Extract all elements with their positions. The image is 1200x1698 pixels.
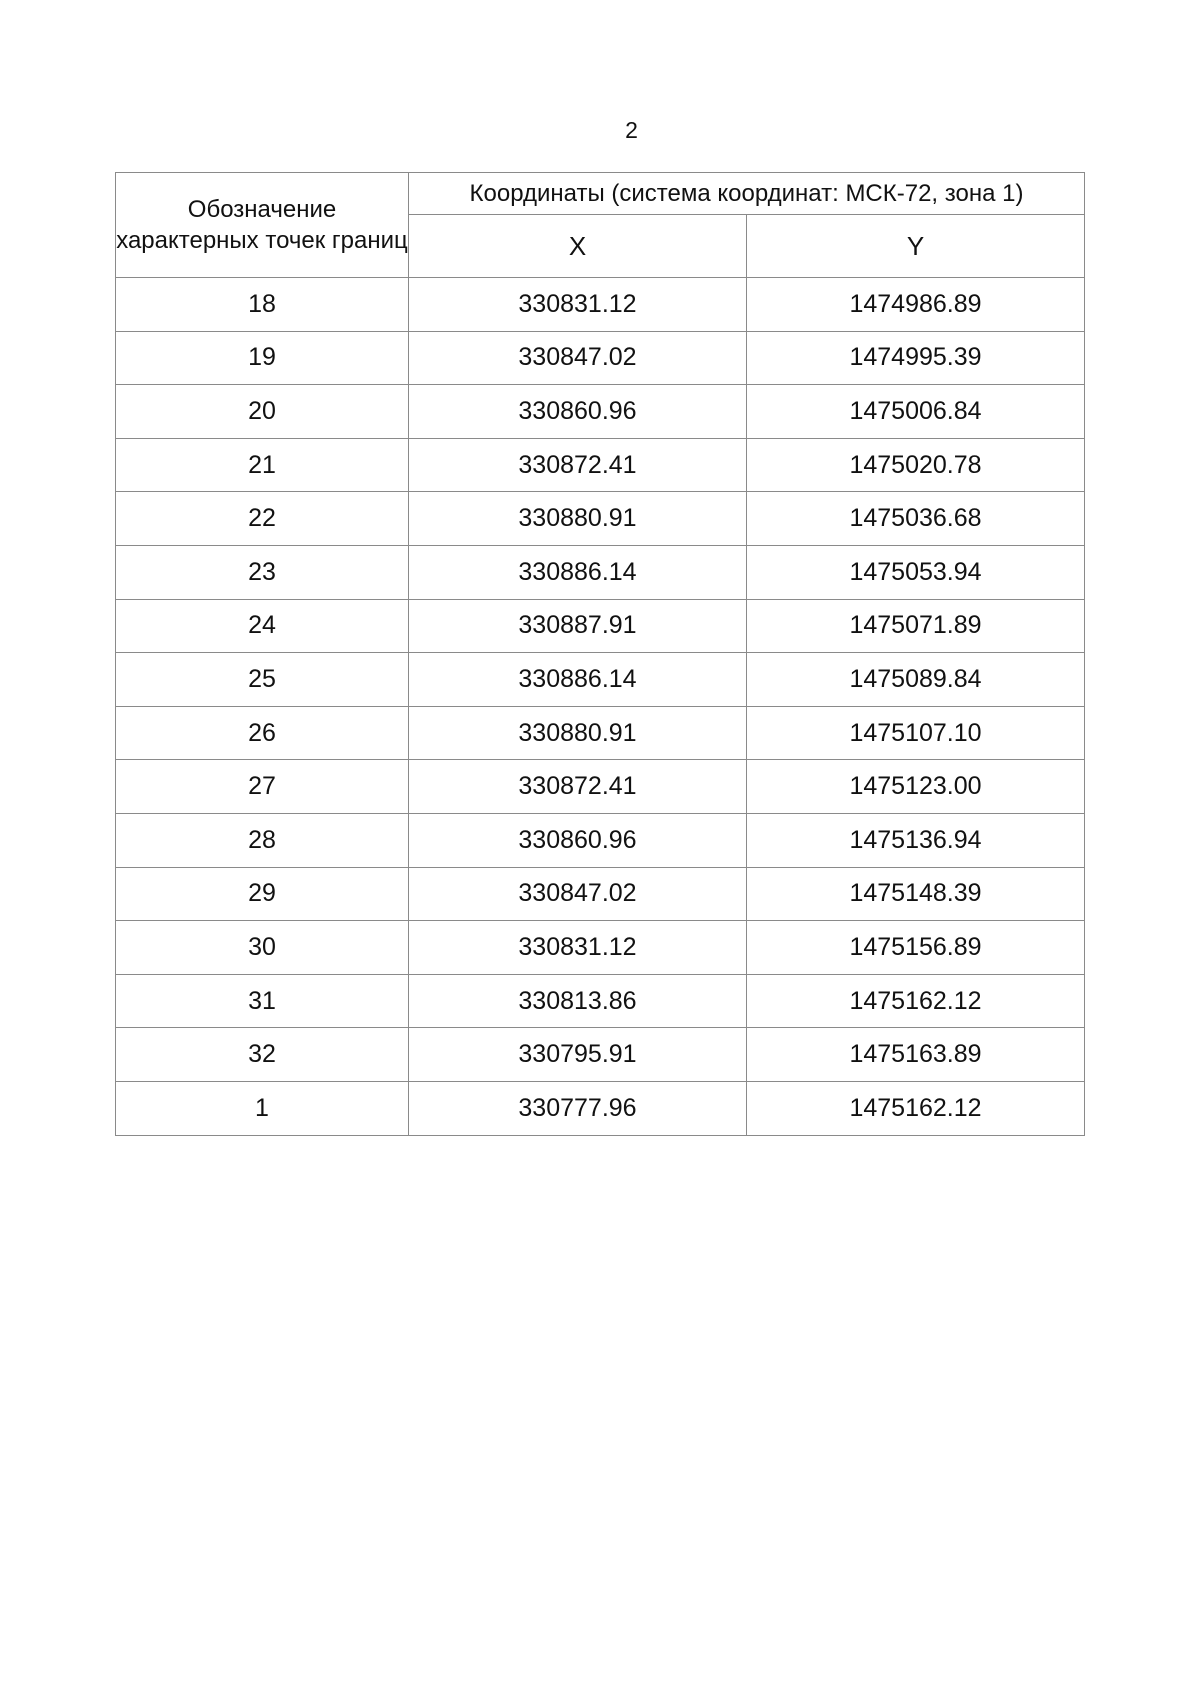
point-cell: 29 — [116, 867, 409, 921]
point-cell: 24 — [116, 599, 409, 653]
x-coordinate-cell: 330887.91 — [409, 599, 747, 653]
point-cell: 1 — [116, 1081, 409, 1135]
y-coordinate-cell: 1475036.68 — [747, 492, 1085, 546]
point-cell: 22 — [116, 492, 409, 546]
point-cell: 32 — [116, 1028, 409, 1082]
table-row — [116, 438, 1085, 492]
table-header — [116, 173, 1085, 278]
point-cell: 19 — [116, 331, 409, 385]
point-cell: 18 — [116, 278, 409, 332]
y-coordinate-cell: 1475053.94 — [747, 545, 1085, 599]
x-coordinate-cell: 330777.96 — [409, 1081, 747, 1135]
y-coordinate-cell: 1475156.89 — [747, 921, 1085, 975]
x-column-header: X — [409, 215, 747, 278]
point-cell: 26 — [116, 706, 409, 760]
x-coordinate-cell: 330831.12 — [409, 278, 747, 332]
x-coordinate-cell: 330795.91 — [409, 1028, 747, 1082]
header-row-top — [116, 173, 1085, 215]
point-cell: 23 — [116, 545, 409, 599]
y-coordinate-cell: 1475071.89 — [747, 599, 1085, 653]
table-row — [116, 653, 1085, 707]
y-coordinate-cell: 1475162.12 — [747, 1081, 1085, 1135]
x-coordinate-cell: 330880.91 — [409, 492, 747, 546]
table-row — [116, 921, 1085, 975]
y-coordinate-cell: 1475123.00 — [747, 760, 1085, 814]
table-row — [116, 813, 1085, 867]
x-coordinate-cell: 330872.41 — [409, 438, 747, 492]
y-coordinate-cell: 1475163.89 — [747, 1028, 1085, 1082]
coordinate-system-header: Координаты (система координат: МСК-72, зона 1) — [409, 173, 1085, 215]
table-row — [116, 1081, 1085, 1135]
table-row — [116, 492, 1085, 546]
point-cell: 31 — [116, 974, 409, 1028]
table-row — [116, 545, 1085, 599]
x-coordinate-cell: 330880.91 — [409, 706, 747, 760]
y-coordinate-cell: 1474986.89 — [747, 278, 1085, 332]
x-coordinate-cell: 330860.96 — [409, 385, 747, 439]
x-coordinate-cell: 330847.02 — [409, 331, 747, 385]
x-coordinate-cell: 330872.41 — [409, 760, 747, 814]
table-row — [116, 278, 1085, 332]
y-coordinate-cell: 1474995.39 — [747, 331, 1085, 385]
y-coordinate-cell: 1475020.78 — [747, 438, 1085, 492]
table-row — [116, 599, 1085, 653]
y-column-header: Y — [747, 215, 1085, 278]
point-cell: 25 — [116, 653, 409, 707]
x-coordinate-cell: 330860.96 — [409, 813, 747, 867]
table-row — [116, 974, 1085, 1028]
y-coordinate-cell: 1475006.84 — [747, 385, 1085, 439]
point-cell: 30 — [116, 921, 409, 975]
table-row — [116, 706, 1085, 760]
x-coordinate-cell: 330813.86 — [409, 974, 747, 1028]
y-coordinate-cell: 1475089.84 — [747, 653, 1085, 707]
point-cell: 21 — [116, 438, 409, 492]
point-cell: 27 — [116, 760, 409, 814]
x-coordinate-cell: 330886.14 — [409, 653, 747, 707]
table-body — [116, 278, 1085, 1136]
y-coordinate-cell: 1475107.10 — [747, 706, 1085, 760]
point-designation-header: Обозначение характерных точек границ — [116, 173, 409, 278]
table-row — [116, 331, 1085, 385]
table-row — [116, 385, 1085, 439]
table-row — [116, 760, 1085, 814]
table-row — [116, 867, 1085, 921]
x-coordinate-cell: 330847.02 — [409, 867, 747, 921]
point-cell: 20 — [116, 385, 409, 439]
page-number: 2 — [625, 117, 638, 143]
table-row — [116, 1028, 1085, 1082]
y-coordinate-cell: 1475136.94 — [747, 813, 1085, 867]
y-coordinate-cell: 1475162.12 — [747, 974, 1085, 1028]
point-cell: 28 — [116, 813, 409, 867]
coordinates-table — [115, 172, 1085, 1136]
x-coordinate-cell: 330886.14 — [409, 545, 747, 599]
y-coordinate-cell: 1475148.39 — [747, 867, 1085, 921]
x-coordinate-cell: 330831.12 — [409, 921, 747, 975]
